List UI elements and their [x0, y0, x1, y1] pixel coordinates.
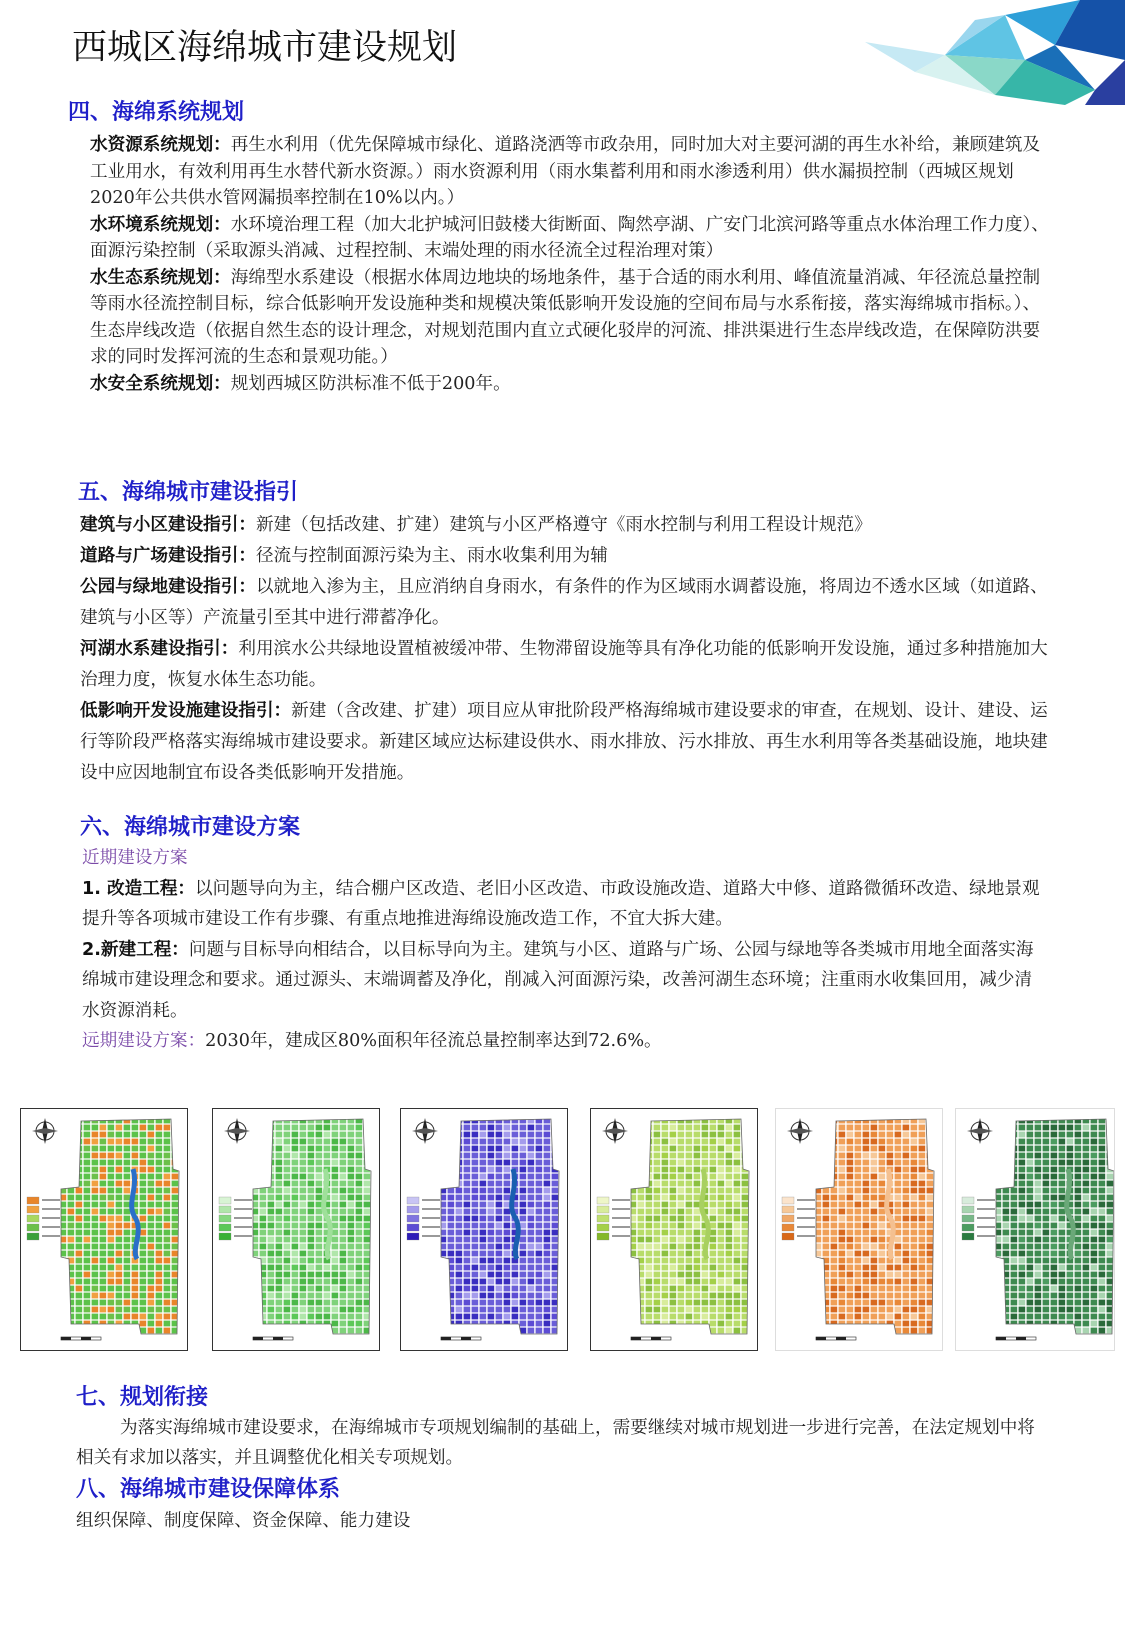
water-resource-text: 再生水利用（优先保障城市绿化、道路浇洒等市政杂用，同时加大对主要河湖的再生水补给，兼顾建筑及工业用水，有效利用再生水替代新水资源。）雨水资源利用（雨水集蓄利用和雨水渗透利用）供水漏损控制（西城区规划2020年公共供水管网漏损率控制在10%以内。）: [90, 135, 1041, 208]
map-thumbnails: [20, 1108, 1095, 1353]
park-guide-label: 公园与绿地建设指引：: [80, 577, 256, 597]
map-legend: [219, 1197, 252, 1240]
section-5-heading: 五、海绵城市建设指引: [78, 480, 299, 505]
district-map: [591, 1109, 757, 1350]
lid-guide-text: 新建（含改建、扩建）项目应从审批阶段严格海绵城市建设要求的审查，在规划、设计、建设、运行等阶段严格落实海绵城市建设要求。新建区域应达标建设供水、雨水排放、污水排放、再生水利用等各类基础设施，地块建设中应因地制宜布设各类低影响开发措施。: [80, 701, 1048, 783]
scale-bar: [996, 1337, 1036, 1340]
section-8-heading: 八、海绵城市建设保障体系: [76, 1477, 341, 1502]
scale-bar: [631, 1337, 671, 1340]
water-environment-label: 水环境系统规划：: [90, 214, 231, 235]
near-term-label: 近期建设方案: [82, 848, 188, 868]
compass-icon: [602, 1118, 628, 1144]
map-panel-5: [775, 1108, 943, 1351]
scale-bar: [253, 1337, 293, 1340]
lid-guide-label: 低影响开发设施建设指引：: [80, 701, 292, 721]
building-guide-text: 新建（包括改建、扩建）建筑与小区严格遵守《雨水控制与利用工程设计规范》: [255, 515, 872, 535]
section-7-heading: 七、规划衔接: [76, 1385, 209, 1410]
compass-icon: [412, 1118, 438, 1144]
section-4-body: [90, 132, 1055, 397]
section-5-body: [80, 510, 1065, 789]
river-guide-text: 利用滨水公共绿地设置植被缓冲带、生物滞留设施等具有净化功能的低影响开发设施，通过多种措施加大治理力度，恢复水体生态功能。: [80, 639, 1048, 690]
section-6-body: [82, 843, 1047, 1057]
map-panel-1: [20, 1108, 188, 1351]
road-guide-label: 道路与广场建设指引：: [80, 546, 256, 566]
section-8-body: 组织保障、制度保障、资金保障、能力建设: [76, 1511, 411, 1531]
water-ecology-label: 水生态系统规划：: [90, 267, 231, 288]
water-safety-text: 规划西城区防洪标准不低于200年。: [230, 373, 511, 394]
page-title: 西城区海绵城市建设规划: [72, 28, 458, 68]
compass-icon: [32, 1118, 58, 1144]
map-legend: [597, 1197, 630, 1240]
new-construction-text: 问题与目标导向相结合，以目标导向为主。建筑与小区、道路与广场、公园与绿地等各类城市用地全面落实海绵城市建设理念和要求。通过源头、末端调蓄及净化，削减入河面源污染，改善河湖生态环境；注重雨水收集回用，减少清水资源消耗。: [82, 939, 1034, 1021]
district-map: [776, 1109, 942, 1350]
map-panel-2: [212, 1108, 380, 1351]
section-4-heading: 四、海绵系统规划: [68, 100, 245, 125]
river-guide-label: 河湖水系建设指引：: [80, 639, 239, 659]
building-guide-label: 建筑与小区建设指引：: [80, 515, 256, 535]
road-guide-text: 径流与控制面源污染为主、雨水收集利用为辅: [255, 546, 608, 566]
decorative-polygons: [795, 0, 1125, 105]
map-panel-6: [955, 1108, 1115, 1351]
scale-bar: [61, 1337, 101, 1340]
long-term-text: 2030年，建成区80%面积年径流总量控制率达到72.6%。: [205, 1031, 662, 1051]
compass-icon: [967, 1118, 993, 1144]
section-7-body: 为落实海绵城市建设要求，在海绵城市专项规划编制的基础上，需要继续对城市规划进一步进行完善，在法定规划中将相关有求加以落实，并且调整优化相关专项规划。: [76, 1418, 1035, 1468]
water-environment-text: 水环境治理工程（加大北护城河旧鼓楼大街断面、陶然亭湖、广安门北滨河路等重点水体治理工作力度）、面源污染控制（采取源头消减、过程控制、末端处理的雨水径流全过程治理对策）: [90, 214, 1049, 261]
district-map: [401, 1109, 567, 1350]
water-ecology-text: 海绵型水系建设（根据水体周边地块的场地条件，基于合适的雨水利用、峰值流量消减、年径流总量控制等雨水径流控制目标，综合低影响开发设施种类和规模决策低影响开发设施的空间布局与水系衔接，落实海绵城市指标。）、生态岸线改造（依据自然生态的设计理念，对规划范围内直立式硬化驳岸的河流、排洪渠进行生态岸线改造，在保障防洪要求的同时发挥河流的生态和景观功能。）: [90, 267, 1041, 367]
new-construction-label: 2.新建工程：: [82, 939, 189, 960]
district-map: [213, 1109, 379, 1350]
map-panel-4: [590, 1108, 758, 1351]
scale-bar: [816, 1337, 856, 1340]
renovation-label: 1. 改造工程：: [82, 878, 196, 899]
compass-icon: [224, 1118, 250, 1144]
map-legend: [27, 1197, 60, 1240]
map-legend: [407, 1197, 440, 1240]
section-6-heading: 六、海绵城市建设方案: [80, 815, 301, 840]
map-legend: [782, 1197, 815, 1240]
park-guide-text: 以就地入渗为主，且应消纳自身雨水，有条件的作为区域雨水调蓄设施，将周边不透水区域（如道路、建筑与小区等）产流量引至其中进行滞蓄净化。: [80, 577, 1048, 628]
water-resource-label: 水资源系统规划：: [90, 135, 231, 155]
map-legend: [962, 1197, 995, 1240]
renovation-text: 以问题导向为主，结合棚户区改造、老旧小区改造、市政设施改造、道路大中修、道路微循环改造、绿地景观提升等各项城市建设工作有步骤、有重点地推进海绵设施改造工作，不宜大拆大建。: [82, 878, 1040, 929]
water-safety-label: 水安全系统规划：: [90, 373, 231, 394]
district-map: [956, 1109, 1114, 1350]
compass-icon: [787, 1118, 813, 1144]
scale-bar: [441, 1337, 481, 1340]
long-term-label: 远期建设方案：: [82, 1031, 206, 1051]
district-map: [21, 1109, 187, 1350]
map-panel-3: [400, 1108, 568, 1351]
